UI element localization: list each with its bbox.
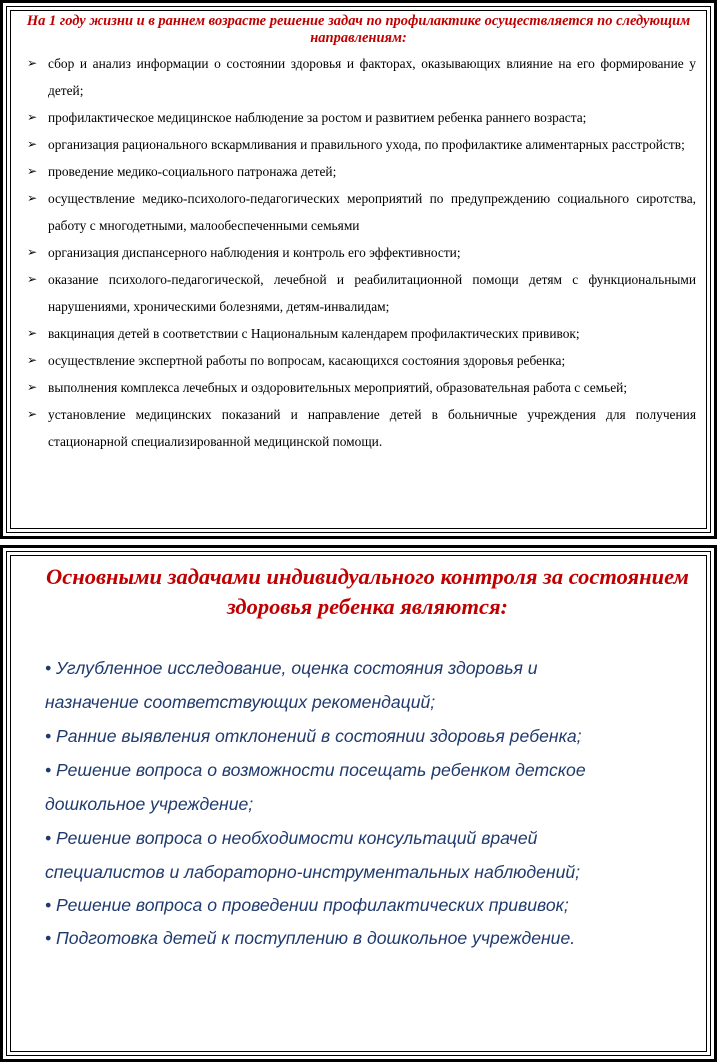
arrow-right-icon: ➢ <box>27 272 38 286</box>
list-item-text: вакцинация детей в соответствии с Национальным календарем профилактических прививок; <box>48 326 580 341</box>
arrow-right-icon: ➢ <box>27 353 38 367</box>
list-item <box>27 104 696 131</box>
list-item <box>27 131 696 158</box>
list-item: • Решение вопроса о проведении профилактических прививок; <box>45 895 569 915</box>
arrow-right-icon: ➢ <box>27 380 38 394</box>
prevention-directions-list <box>27 50 696 455</box>
list-item <box>27 158 696 185</box>
list-item <box>27 320 696 347</box>
arrow-right-icon: ➢ <box>27 164 38 178</box>
list-item-text: осуществление экспертной работы по вопросам, касающихся состояния здоровья ребенка; <box>48 353 566 368</box>
list-item <box>27 185 696 239</box>
list-item-text: установление медицинских показаний и направление детей в больничные учреждения для получения стационарной специализированной медицинской помощи. <box>48 407 696 449</box>
slide-individual-control-tasks <box>0 545 717 1062</box>
list-item-text: сбор и анализ информации о состоянии здоровья и факторах, оказывающих влияние на его формирование у детей; <box>48 56 696 98</box>
list-item: • Подготовка детей к поступлению в дошкольное учреждение. <box>45 928 576 948</box>
list-item-continuation: специалистов и лабораторно-инструментальных наблюдений; <box>45 862 581 882</box>
slide2-title-line1: Основными задачами индивидуального контроля за состоянием <box>46 564 689 589</box>
list-item: • Углубленное исследование, оценка состояния здоровья и <box>45 658 538 678</box>
slide2-title <box>21 562 714 622</box>
list-item <box>27 239 696 266</box>
arrow-right-icon: ➢ <box>27 137 38 151</box>
list-item-text: выполнения комплекса лечебных и оздоровительных мероприятий, образовательная работа с семьей; <box>48 380 628 395</box>
list-item <box>27 374 696 401</box>
arrow-right-icon: ➢ <box>27 407 38 421</box>
list-item: • Решение вопроса о необходимости консультаций врачей <box>45 828 538 848</box>
list-item-continuation: назначение соответствующих рекомендаций; <box>45 692 436 712</box>
list-item <box>27 401 696 455</box>
list-item-text: организация диспансерного наблюдения и контроль его эффективности; <box>48 245 461 260</box>
list-item-continuation: дошкольное учреждение; <box>45 794 254 814</box>
arrow-right-icon: ➢ <box>27 245 38 259</box>
list-item-text: проведение медико-социального патронажа детей; <box>48 164 337 179</box>
slide1-title: На 1 году жизни и в раннем возрасте решение задач по профилактике осуществляется по следующим направлениям: <box>26 13 691 46</box>
list-item-text: оказание психолого-педагогической, лечебной и реабилитационной помощи детям с функциональными нарушениями, хроническими болезнями, детям-инвалидам; <box>48 272 696 314</box>
arrow-right-icon: ➢ <box>27 326 38 340</box>
list-item: • Ранние выявления отклонений в состоянии здоровья ребенка; <box>45 726 582 746</box>
list-item-text: организация рационального вскармливания и правильного ухода, по профилактике алиментарных расстройств; <box>48 137 685 152</box>
list-item: • Решение вопроса о возможности посещать ребенком детское <box>45 760 586 780</box>
list-item-text: профилактическое медицинское наблюдение за ростом и развитием ребенка раннего возраста; <box>48 110 587 125</box>
arrow-right-icon: ➢ <box>27 56 38 70</box>
control-tasks-list <box>45 651 706 955</box>
list-item <box>27 266 696 320</box>
list-item-text: осуществление медико-психолого-педагогических мероприятий по предупреждению социального сиротства, работу с многодетными, малообеспеченными семьями <box>48 191 696 233</box>
arrow-right-icon: ➢ <box>27 191 38 205</box>
arrow-right-icon: ➢ <box>27 110 38 124</box>
slide2-title-line2: здоровья ребенка являются: <box>226 594 509 619</box>
list-item <box>27 50 696 104</box>
list-item <box>27 347 696 374</box>
